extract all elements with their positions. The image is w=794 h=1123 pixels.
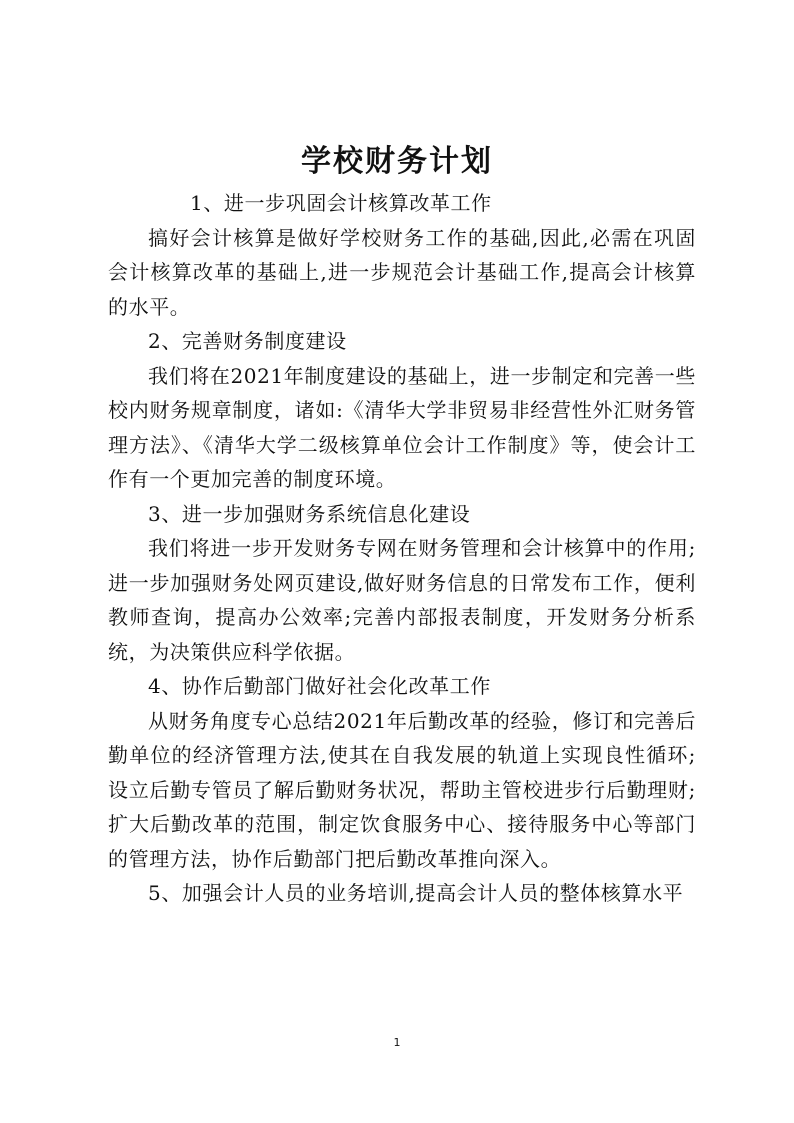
paragraph-4: 从财务角度专心总结2021年后勤改革的经验，修订和完善后勤单位的经济管理方法,使其在自我发展的轨道上实现良性循环;设立后勤专管员了解后勤财务状况，帮助主管校进步行后勤理财;扩大后勤改革的范围，制定饮食服务中心、接待服务中心等部门的管理方法，协作后勤部门把后勤改革推向深入。 (108, 708, 696, 871)
section-heading-5: 5、加强会计人员的业务培训,提高会计人员的整体核算水平 (148, 881, 684, 905)
document-title: 学校财务计划 (301, 144, 493, 179)
section-heading-2: 2、完善财务制度建设 (148, 329, 347, 353)
paragraph-3: 我们将进一步开发财务专网在财务管理和会计核算中的作用;进一步加强财务处网页建设,做好财务信息的日常发布工作，便利教师查询，提高办公效率;完善内部报表制度，开发财务分析系统，为决策供应科学依据。 (108, 536, 696, 664)
section-heading-3: 3、进一步加强财务系统信息化建设 (148, 501, 471, 526)
page-number: 1 (393, 1036, 401, 1049)
section-heading-1: 1、进一步巩固会计核算改革工作 (190, 191, 492, 215)
section-heading-4: 4、协作后勤部门做好社会化改革工作 (148, 674, 491, 698)
document-body (108, 186, 696, 911)
paragraph-1: 搞好会计核算是做好学校财务工作的基础,因此,必需在巩固会计核算改革的基础上,进一步规范会计基础工作,提高会计核算的水平。 (108, 225, 696, 319)
paragraph-2: 我们将在2021年制度建设的基础上，进一步制定和完善一些校内财务规章制度，诸如:《清华大学非贸易非经营性外汇财务管理方法》、《清华大学二级核算单位会计工作制度》等，使会计工作有一个更加完善的制度环境。 (108, 363, 696, 491)
